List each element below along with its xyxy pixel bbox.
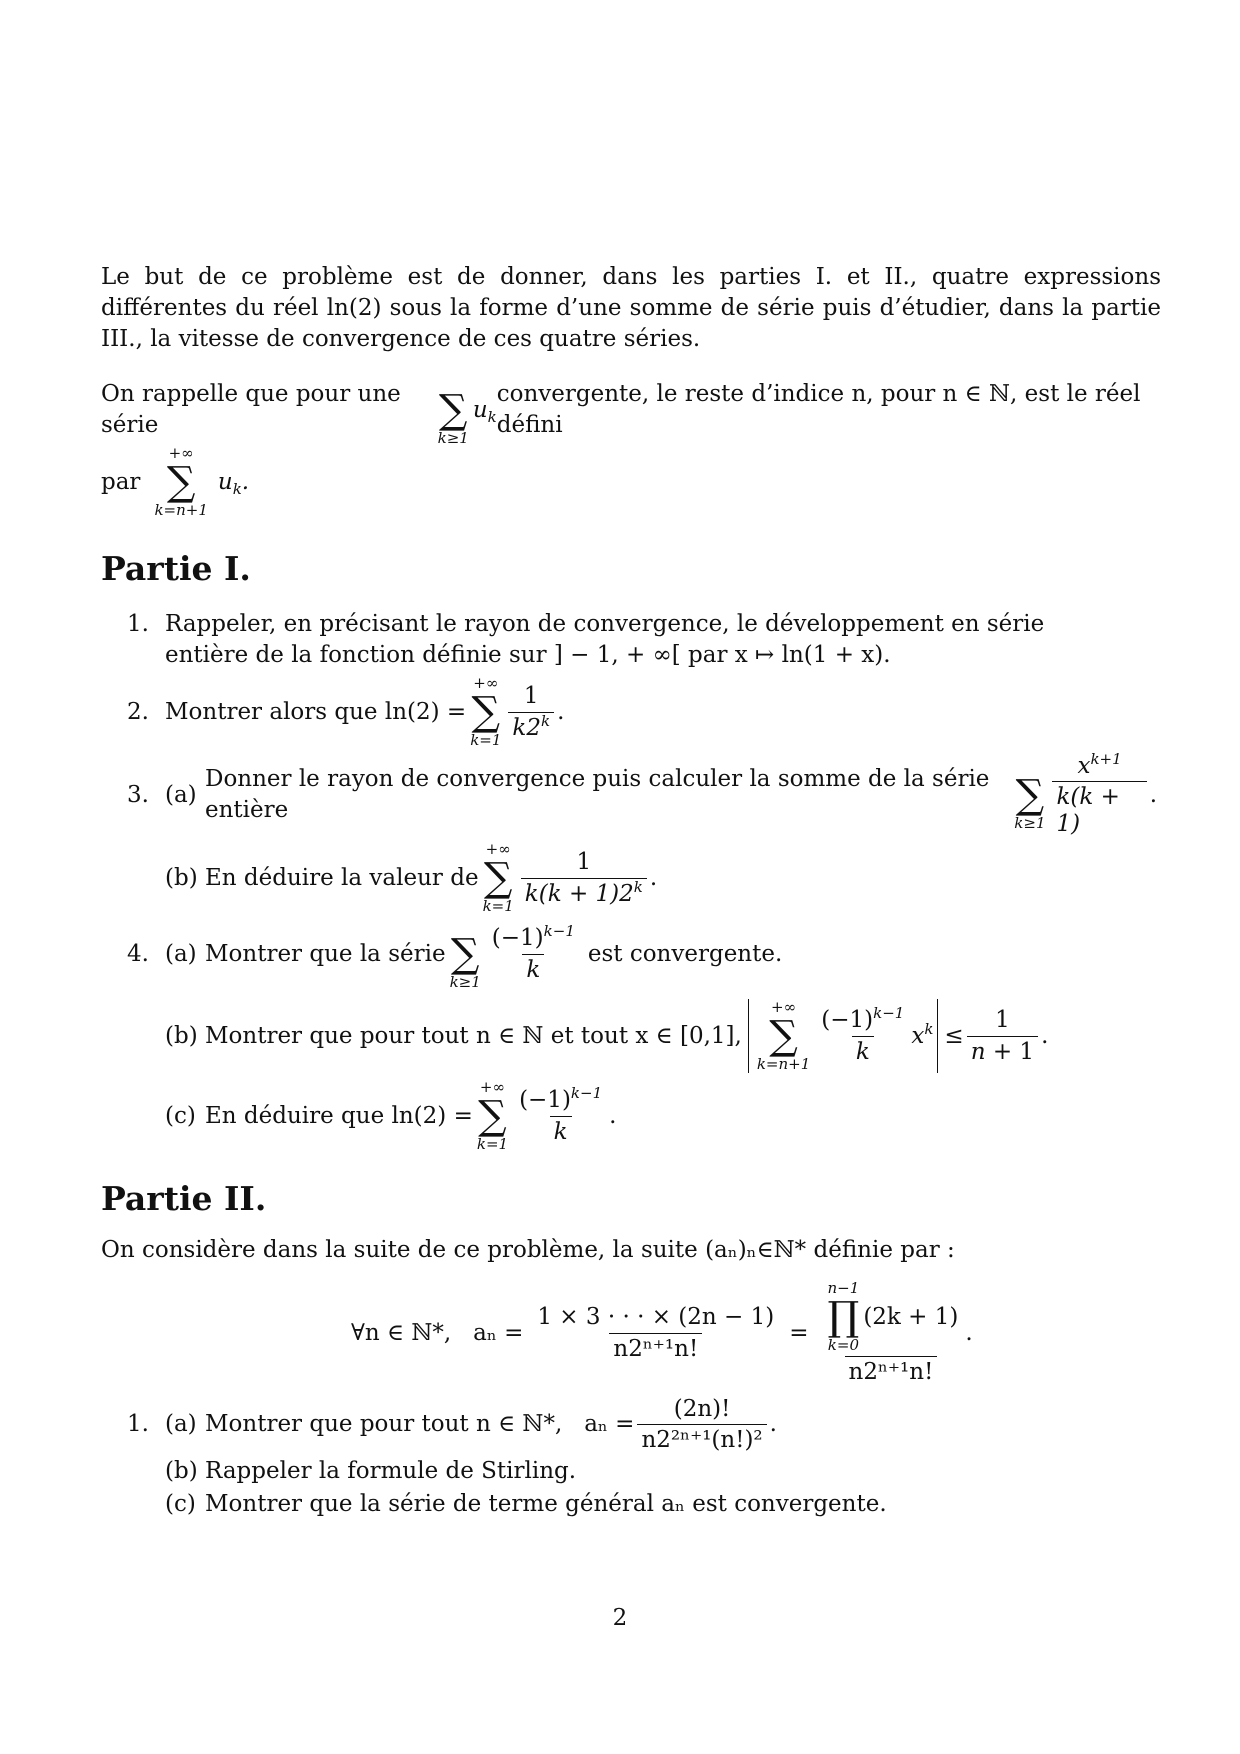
p2-q1a-text: Montrer que pour tout n ∈ ℕ*, aₙ = (205, 1411, 635, 1438)
reminder-par-line: par +∞ ∑ k=n+1 $u_k$. (101, 444, 250, 519)
p1-question-3b: (b) En déduire la valeur de +∞ ∑ k=1 $\frac{1}{k(k + 1)2^k}$ . (165, 840, 658, 916)
p2-q1c-text: Montrer que la série de terme général aₙ est convergente. (205, 1490, 887, 1517)
p1-q4c-text: En déduire que ln(2) = (205, 1102, 473, 1129)
fraction: $\frac{x^{k+1}}{k(k + 1)}$ (1052, 753, 1146, 837)
fraction: $\frac{1}{k2^k}$ (508, 683, 554, 741)
page-content (101, 262, 1161, 1520)
fraction: $\frac{(-1)^{k-1}}{k}$ (519, 1084, 603, 1145)
p1-question-1: 1. Rappeler, en précisant le rayon de convergence, le développement en série entière de la fonction définie sur ] − 1, + ∞[ par x ↦ ln(1 + x). (127, 609, 1161, 671)
p1-question-4b: (b) Montrer que pour tout n ∈ ℕ et tout x ∈ [0,1], +∞ ∑ k=n+1 $\frac{(-1)^{k-1}}{k}$ $x^k$ ≤ $\frac{1}{n + 1}$ . (165, 998, 1049, 1074)
intro-paragraph: Le but de ce problème est de donner, dans les parties I. et II., quatre expressions différentes du réel ln(2) sous la forme d’une somme de série puis d’étudier, dans la partie III., la vitesse de convergence de ces quatre séries. (101, 264, 1161, 352)
p2-q1b-text: Rappeler la formule de Stirling. (205, 1457, 577, 1484)
reminder-lead: On rappelle que pour une série (101, 381, 401, 438)
sum-symbol: +∞ ∑ k=1 (476, 1078, 509, 1154)
fraction: $\frac{1}{k(k + 1)2^k}$ (521, 849, 647, 907)
fraction: $\frac{(-1)^{k-1}}{k}$ (821, 1004, 905, 1065)
fraction: $\frac{1 \times 3 \cdot \cdot \cdot \times (2n - 1)}{\text{n2ⁿ⁺¹n!}}$ (537, 1304, 775, 1362)
p1-question-3a: 3. (a) Donner le rayon de convergence puis calculer la somme de la série entière ∑ k≥1 $\frac{x^{k+1}}{k(k + 1)}$ . (127, 750, 1157, 837)
p1-q3a-text: Donner le rayon de convergence puis calculer la somme de la série entière (205, 766, 990, 824)
sum-symbol: ∑ k≥1 (1014, 772, 1046, 833)
p2-question-1a: 1. (a) Montrer que pour tout n ∈ ℕ*, aₙ = $\frac{(2n)!}{\text{n2²ⁿ⁺¹(n!)²}}$ . (127, 1395, 777, 1454)
product-symbol: n−1 ∏ k=0 (827, 1279, 860, 1355)
p2-intro: On considère dans la suite de ce problème, la suite (aₙ)ₙ∈ℕ* définie par : (101, 1237, 955, 1264)
sum-symbol: +∞ ∑ k=1 (482, 840, 514, 916)
an-definition: ∀n ∈ ℕ*, aₙ = $\frac{1 \times 3 \cdot \cdot \cdot \times (2n - 1)}{\text{n2ⁿ⁺¹n!}}$ = n−1 ∏ k=0 (2k + 1) n2ⁿ⁺¹n! . (351, 1279, 973, 1386)
sum-symbol: ∑ k≥1 (437, 387, 469, 447)
p1-q4a-text: Montrer que la série (205, 940, 446, 967)
sum-symbol: ∑ k≥1 (449, 931, 481, 992)
p1-q4b-text: Montrer que pour tout n ∈ ℕ et tout x ∈ [0,1], (205, 1022, 742, 1049)
p1-q2-text: Montrer alors que ln(2) = (165, 698, 467, 725)
absolute-value: +∞ ∑ k=n+1 $\frac{(-1)^{k-1}}{k}$ $x^k$ (748, 999, 939, 1073)
reminder-line: On rappelle que pour une série ∑ k≥1 $u_k$ convergente, le reste d’indice n, pour n ∈ ℕ, est le réel défini (101, 373, 1151, 447)
sum-symbol: +∞ ∑ k=1 (470, 674, 502, 749)
p2-question-1b: (b) Rappeler la formule de Stirling. (127, 1456, 1161, 1487)
fraction: $\frac{1}{n + 1}$ (967, 1007, 1038, 1065)
reminder-mid: convergente, le reste d’indice n, pour n ∈ ℕ, est le réel défini (496, 381, 1141, 438)
page-number: 2 (612, 1605, 628, 1631)
p1-q4a-tail: est convergente. (587, 940, 783, 967)
p1-question-4c: (c) En déduire que ln(2) = +∞ ∑ k=1 $\frac{(-1)^{k-1}}{k}$ . (165, 1078, 617, 1154)
p1-q3b-text: En déduire la valeur de (205, 864, 479, 891)
p1-question-4a: 4. (a) Montrer que la série ∑ k≥1 $\frac{(-1)^{k-1}}{k}$ est convergente. (127, 917, 1161, 991)
fraction: $\frac{(2n)!}{\text{n2²ⁿ⁺¹(n!)²}}$ (637, 1396, 766, 1454)
fraction: $\frac{(-1)^{k-1}}{k}$ (491, 922, 575, 983)
p2-question-1c: (c) Montrer que la série de terme général aₙ est convergente. (127, 1489, 1161, 1520)
p1-question-2: 2. Montrer alors que ln(2) = +∞ ∑ k=1 $\frac{1}{k2^k}$ . (127, 674, 565, 749)
reminder-par: par (101, 468, 141, 495)
partie2-title: Partie II. (101, 1179, 267, 1219)
sum-symbol: +∞ ∑ k=n+1 (154, 444, 208, 519)
p1-q1-text: Rappeler, en précisant le rayon de convergence, le développement en série entière de la fonction définie sur ] − 1, + ∞[ par x ↦ ln(1 + x). (165, 611, 1045, 668)
partie1-title: Partie I. (101, 549, 251, 588)
sum-symbol: +∞ ∑ k=n+1 (756, 998, 811, 1074)
fraction: n−1 ∏ k=0 (2k + 1) n2ⁿ⁺¹n! (827, 1279, 959, 1386)
